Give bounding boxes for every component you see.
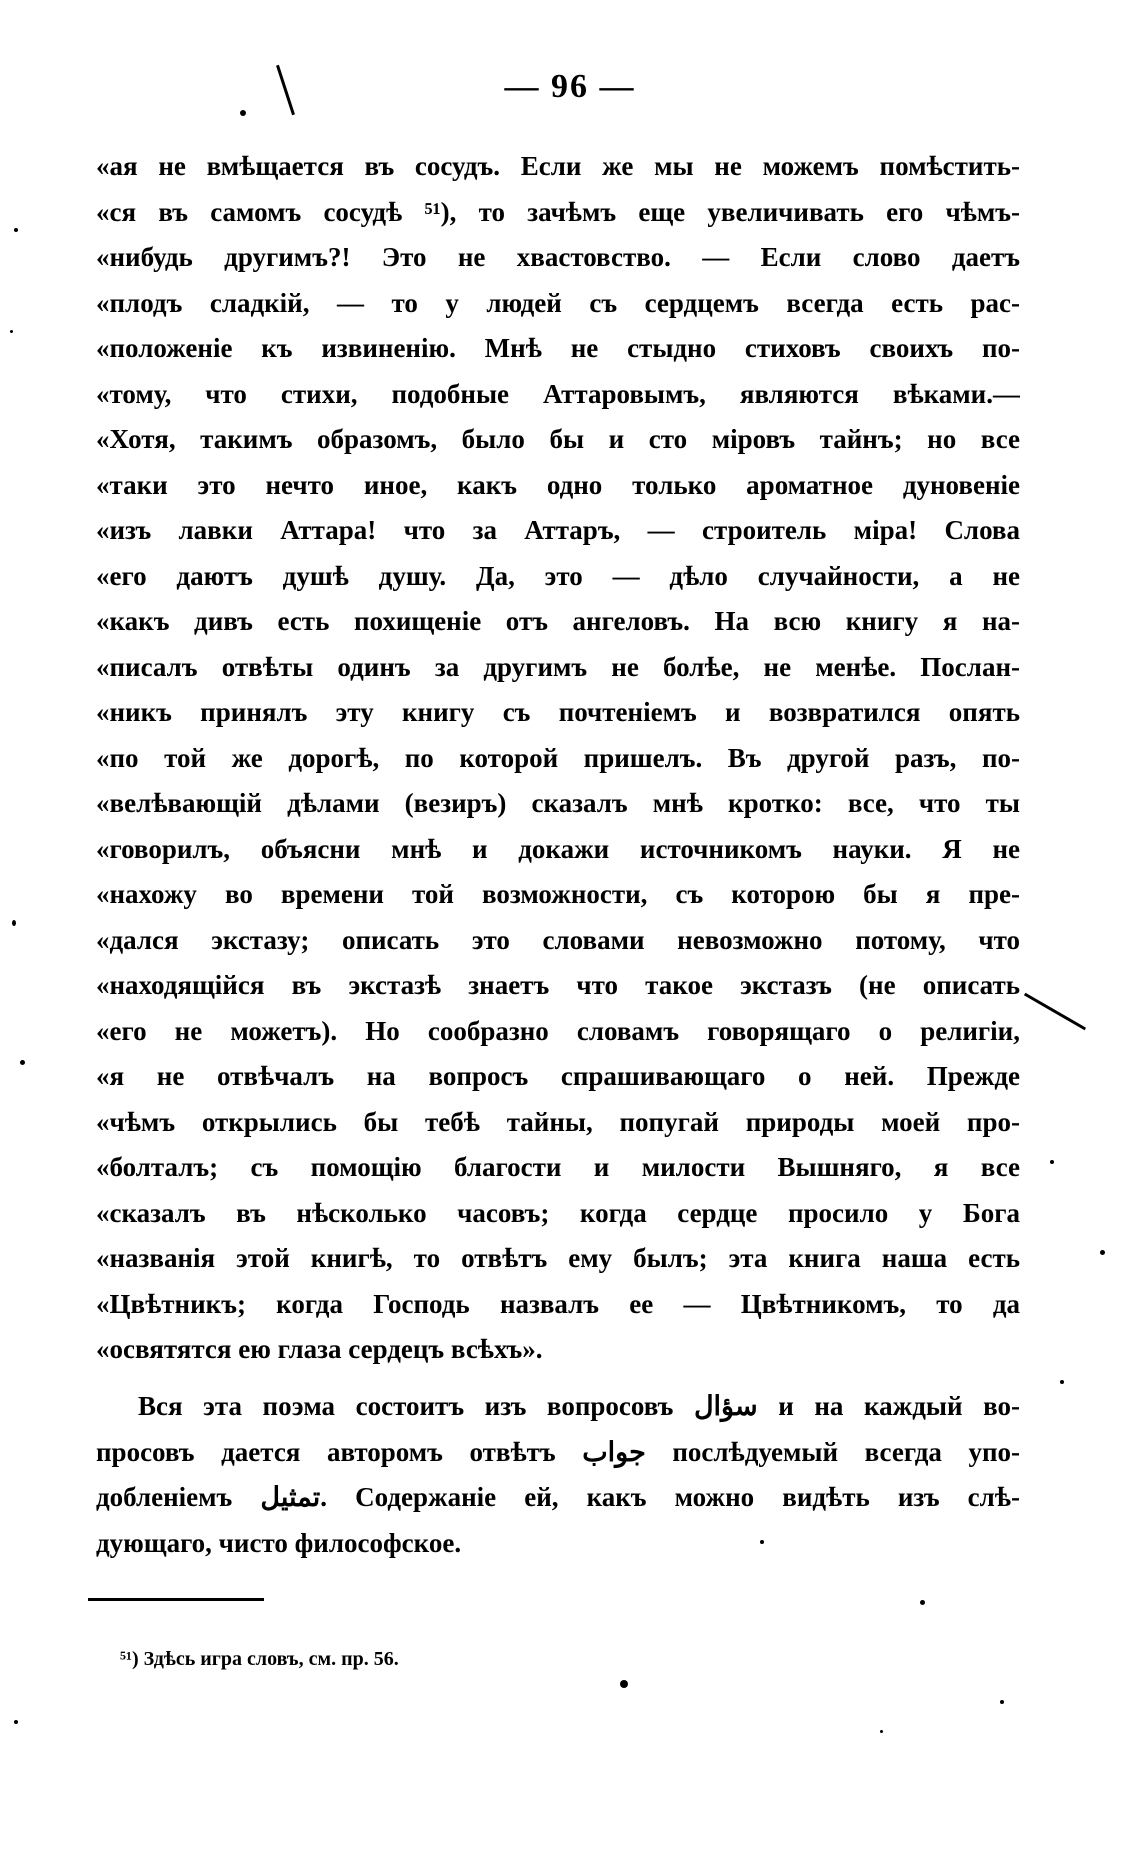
scan-speck [1050, 1160, 1054, 1164]
text-line: «положеніе къ извиненію. Мнѣ не стыдно стиховъ своихъ по- [96, 333, 1020, 363]
text-line: «нахожу во времени той возможности, съ которою бы я пре- [96, 879, 1020, 909]
scan-speck [760, 1540, 764, 1544]
text-line: «сказалъ въ нѣсколько часовъ; когда сердце просило у Бога [96, 1197, 1020, 1228]
text-line: «изъ лавки Аттара! что за Аттаръ, — строитель міра! Слова [96, 515, 1020, 545]
text-line: «тому, что стихи, подобные Аттаровымъ, являются вѣками.— [96, 378, 1020, 409]
scan-speck [880, 1730, 883, 1733]
page-number: — 96 — [504, 68, 636, 105]
text-line: «писалъ отвѣты одинъ за другимъ не болѣе, не менѣе. Послан- [96, 651, 1020, 682]
scan-speck [12, 920, 16, 926]
footnote: ⁵¹) Здѣсь игра словъ, см. пр. 56. [120, 1648, 399, 1670]
scan-speck [920, 1600, 925, 1605]
scan-speck [14, 228, 18, 232]
text-line: «нибудь другимъ?! Это не хвастовство. — Если слово даетъ [96, 242, 1020, 272]
text-line: «его даютъ душѣ душу. Да, это — дѣло случайности, а не [96, 560, 1020, 591]
scan-speck [240, 110, 246, 116]
text-line: «какъ дивъ есть похищеніе отъ ангеловъ. На всю книгу я на- [96, 606, 1020, 636]
main-paragraph [96, 144, 1020, 1373]
text-line: «плодъ сладкій, — то у людей съ сердцемъ всегда есть рас- [96, 287, 1020, 318]
text-line: дующаго, чисто философское. [96, 1527, 462, 1558]
scan-speck [10, 330, 13, 333]
text-line: «я не отвѣчалъ на вопросъ спрашивающаго о ней. Прежде [96, 1061, 1020, 1091]
text-line: «дался экстазу; описать это словами невозможно потому, что [96, 924, 1020, 955]
text-line: «велѣвающій дѣлами (везиръ) сказалъ мнѣ кротко: все, что ты [96, 788, 1020, 818]
text-line: «освятятся ею глаза сердецъ всѣхъ». [96, 1334, 543, 1364]
text-line: «ся въ самомъ сосудѣ ⁵¹), то зачѣмъ еще увеличивать его чѣмъ- [96, 196, 1020, 227]
text-line: «Цвѣтникъ; когда Господь назвалъ ее — Цвѣтникомъ, то да [96, 1288, 1020, 1319]
scan-mark [1024, 993, 1086, 1031]
scan-speck [620, 1680, 628, 1688]
scan-speck [14, 1720, 18, 1724]
text-line: «по той же дорогѣ, по которой пришелъ. Въ другой разъ, по- [96, 742, 1020, 773]
text-line: «говорилъ, объясни мнѣ и докажи источникомъ науки. Я не [96, 833, 1020, 864]
scan-speck [1100, 1250, 1105, 1255]
text-line: «никъ принялъ эту книгу съ почтеніемъ и возвратился опять [96, 697, 1020, 727]
text-line: «его не можетъ). Но сообразно словамъ говорящаго о религіи, [96, 1015, 1020, 1046]
scan-speck [1060, 1380, 1064, 1384]
text-line: «названія этой книгѣ, то отвѣтъ ему былъ; эта книга наша есть [96, 1243, 1020, 1273]
text-line: добленіемъ تمثيل. Содержаніе ей, какъ можно видѣть изъ слѣ- [96, 1482, 1020, 1512]
text-line: «болталъ; съ помощію благости и милости Вышняго, я все [96, 1152, 1020, 1182]
text-line: «ая не вмѣщается въ сосудъ. Если же мы не можемъ помѣстить- [96, 151, 1020, 181]
scan-speck [1000, 1700, 1004, 1704]
text-line: Вся эта поэма состоитъ изъ вопросовъ سؤال и на каждый во- [138, 1391, 1020, 1421]
text-line: «таки это нечто иное, какъ одно только ароматное дуновеніе [96, 469, 1020, 500]
text-line: «чѣмъ открылись бы тебѣ тайны, попугай природы моей про- [96, 1106, 1020, 1137]
text-line: «Хотя, такимъ образомъ, было бы и сто міровъ тайнъ; но все [96, 424, 1020, 454]
footnote-divider [88, 1598, 264, 1601]
scan-speck [20, 1060, 25, 1065]
text-line: просовъ дается авторомъ отвѣтъ جواب послѣдуемый всегда упо- [96, 1436, 1020, 1467]
second-paragraph [96, 1384, 1020, 1566]
text-line: «находящійся въ экстазѣ знаетъ что такое экстазъ (не описать [96, 970, 1020, 1000]
